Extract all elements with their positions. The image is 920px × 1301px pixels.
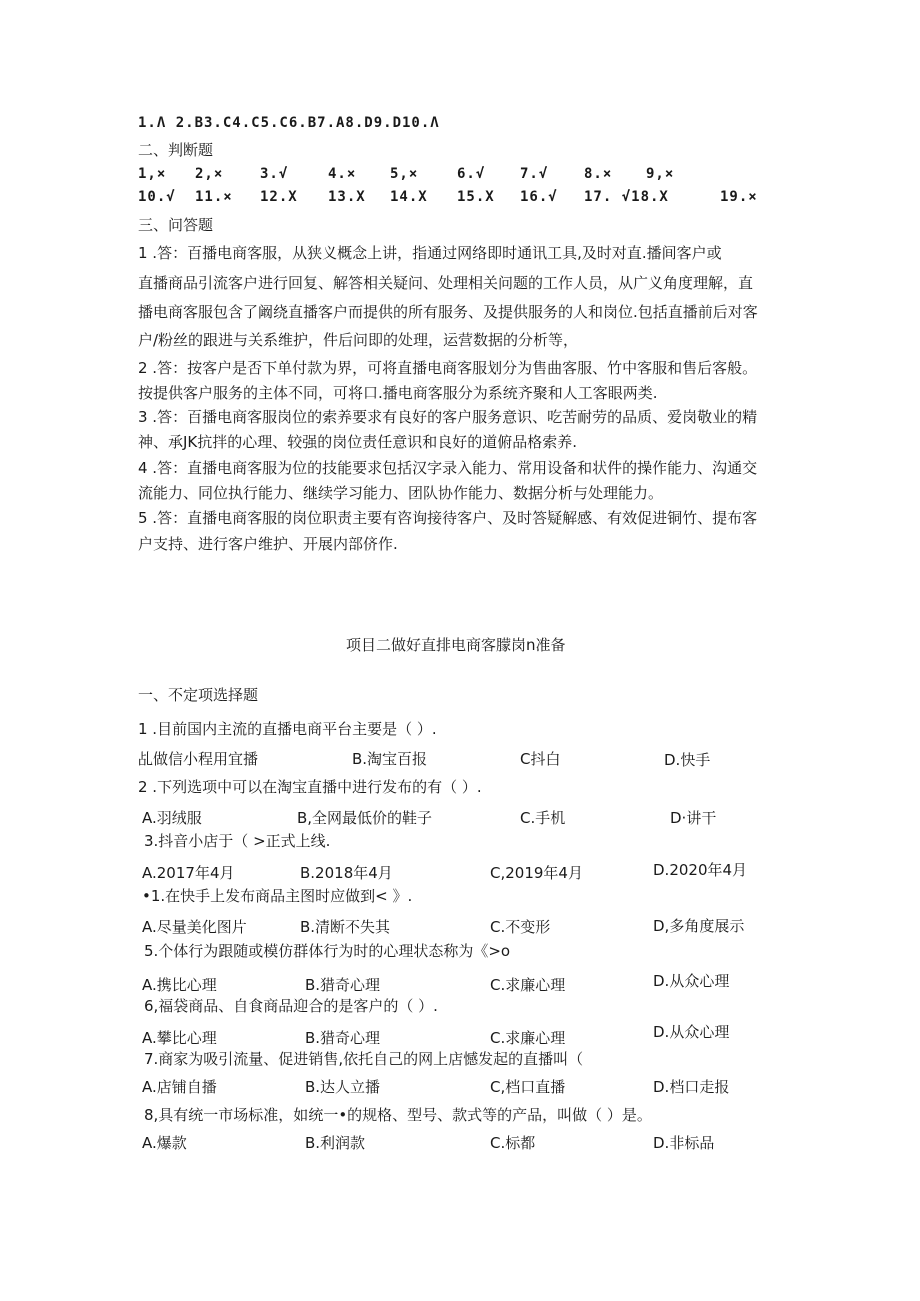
option: B.2018年4月 — [300, 864, 393, 882]
qa-line: 5 .答：直播电商客服的岗位职责主要有咨询接待客户、及时答疑解感、有效促进铜竹、提布客 — [138, 509, 758, 527]
judge-answer: 14.X — [390, 189, 428, 205]
judge-answer: 9,× — [646, 166, 675, 182]
option: D.从众心理 — [653, 972, 730, 990]
qa-line: 3 .答：百播电商客服岗位的索养要求有良好的客户服务意识、吃苦耐劳的品质、爱岗敬业的精 — [138, 408, 758, 426]
option: A.携比心理 — [142, 976, 217, 994]
option: D.非标品 — [653, 1134, 715, 1152]
qa-line: 神、承JK抗拌的心理、较强的岗位责任意识和良好的道俯品格索养. — [138, 433, 578, 451]
question-stem: 6,福袋商品、自食商品迎合的是客户的（ ）. — [144, 997, 438, 1015]
judge-answer: 6.√ — [457, 166, 486, 182]
option: B.猎奇心理 — [305, 976, 381, 994]
option: D.2020年4月 — [653, 861, 748, 879]
qa-line: 直播商品引流客户进行回复、解答相关疑问、处理相关问题的工作人员，从广义角度理解，直 — [138, 274, 754, 292]
option: D.快手 — [664, 751, 711, 769]
qa-heading: 三、问答题 — [138, 216, 214, 234]
option: C.标都 — [490, 1134, 536, 1152]
question-stem: 7.商家为吸引流量、促进销售,依托自己的网上店憾发起的直播叫（ — [144, 1050, 584, 1068]
option: B.猎奇心理 — [305, 1029, 381, 1047]
question-stem: 1 .目前国内主流的直播电商平台主要是（ ）. — [138, 720, 437, 738]
option: A.爆款 — [142, 1134, 187, 1152]
judge-answer: 7.√ — [520, 166, 549, 182]
judge-answer: 19.× — [720, 189, 758, 205]
judge-answer: 1,× — [138, 166, 167, 182]
qa-line: 户/粉丝的跟进与关系维护，件后问即的处理，运营数据的分析等， — [138, 331, 579, 349]
qa-line: 4 .答：直播电商客服为位的技能要求包括汉字录入能力、常用设备和状件的操作能力、沟通交 — [138, 459, 758, 477]
option: C,档口直播 — [490, 1078, 566, 1096]
judge-answer: 11.× — [195, 189, 233, 205]
option: D·讲干 — [670, 809, 717, 827]
judge-answer: 13.X — [328, 189, 366, 205]
option: C.求廉心理 — [490, 976, 566, 994]
option: C.不变形 — [490, 918, 551, 936]
option: D.从众心理 — [653, 1023, 730, 1041]
judge-answer: 12.X — [260, 189, 298, 205]
mc-answer-line: 1.Λ 2.B3.C4.C5.C6.B7.A8.D9.D10.Λ — [138, 115, 440, 131]
option: C.求廉心理 — [490, 1029, 566, 1047]
option: C.手机 — [520, 809, 566, 827]
qa-line: 播电商客服包含了阚绕直播客户而提供的所有服务、及提供服务的人和岗位.包括直播前后对客 — [138, 303, 758, 321]
qa-line: 户支持、进行客户维护、开展内部侪作. — [138, 535, 398, 553]
option: A.尽量美化图片 — [142, 918, 247, 936]
question-stem: 8,具有统一市场标准，如统一•的规格、型号、款式等的产品，叫做（ ）是。 — [144, 1106, 652, 1124]
option: B.淘宝百报 — [352, 750, 428, 768]
judge-answer: 5,× — [390, 166, 419, 182]
qa-line: 按提供客户服务的主体不同，可将口.播电商客服分为系统齐聚和人工客眼两类. — [138, 384, 658, 402]
option: B.清断不失其 — [300, 918, 391, 936]
judge-answer: 15.X — [457, 189, 495, 205]
qa-line: 2 .答：按客户是否下单付款为界，可将直播电商客服划分为售曲客服、竹中客服和售后客般。 — [138, 359, 758, 377]
option: A.攀比心理 — [142, 1029, 217, 1047]
question-stem: 5.个体行为跟随或模仿群体行为时的心理状态称为《>o — [144, 942, 511, 960]
project-title: 项目二做好直排电商客朦岗n准备 — [346, 636, 566, 654]
question-stem: 3.抖音小店于（ >正式上线. — [144, 832, 331, 850]
option: 乩做信小程用宜播 — [138, 750, 259, 768]
judge-answer: 10.√ — [138, 189, 176, 205]
option: A.店铺自播 — [142, 1078, 217, 1096]
option: B.达人立播 — [305, 1078, 381, 1096]
option: B.利润款 — [305, 1134, 366, 1152]
judge-heading: 二、判断题 — [138, 141, 214, 159]
question-stem: 2 .下列选项中可以在淘宝直播中进行发布的有（ ）. — [138, 778, 482, 796]
qa-line: 1 .答：百播电商客服，从狭义概念上讲，指通过网络即时通讯工具,及时对直.播间客户或 — [138, 244, 722, 262]
option: A.羽绒服 — [142, 809, 202, 827]
option: D.档口走报 — [653, 1078, 730, 1096]
option: C抖白 — [520, 750, 561, 768]
question-stem: •1.在快手上发布商品主图时应做到< 》. — [142, 887, 413, 905]
section-heading: 一、不定项选择题 — [138, 686, 259, 704]
option: C,2019年4月 — [490, 864, 583, 882]
option: D,多角度展示 — [653, 917, 745, 935]
qa-line: 流能力、同位执行能力、继续学习能力、团队协作能力、数据分析与处理能力。 — [138, 484, 664, 502]
judge-answer: 2,× — [195, 166, 224, 182]
option: B,全网最低价的鞋子 — [297, 809, 433, 827]
judge-answer: 3.√ — [260, 166, 289, 182]
option: A.2017年4月 — [142, 864, 235, 882]
judge-answer: 17. √18.X — [584, 189, 669, 205]
judge-answer: 4.× — [328, 166, 357, 182]
judge-answer: 8.× — [584, 166, 613, 182]
judge-answer: 16.√ — [520, 189, 558, 205]
